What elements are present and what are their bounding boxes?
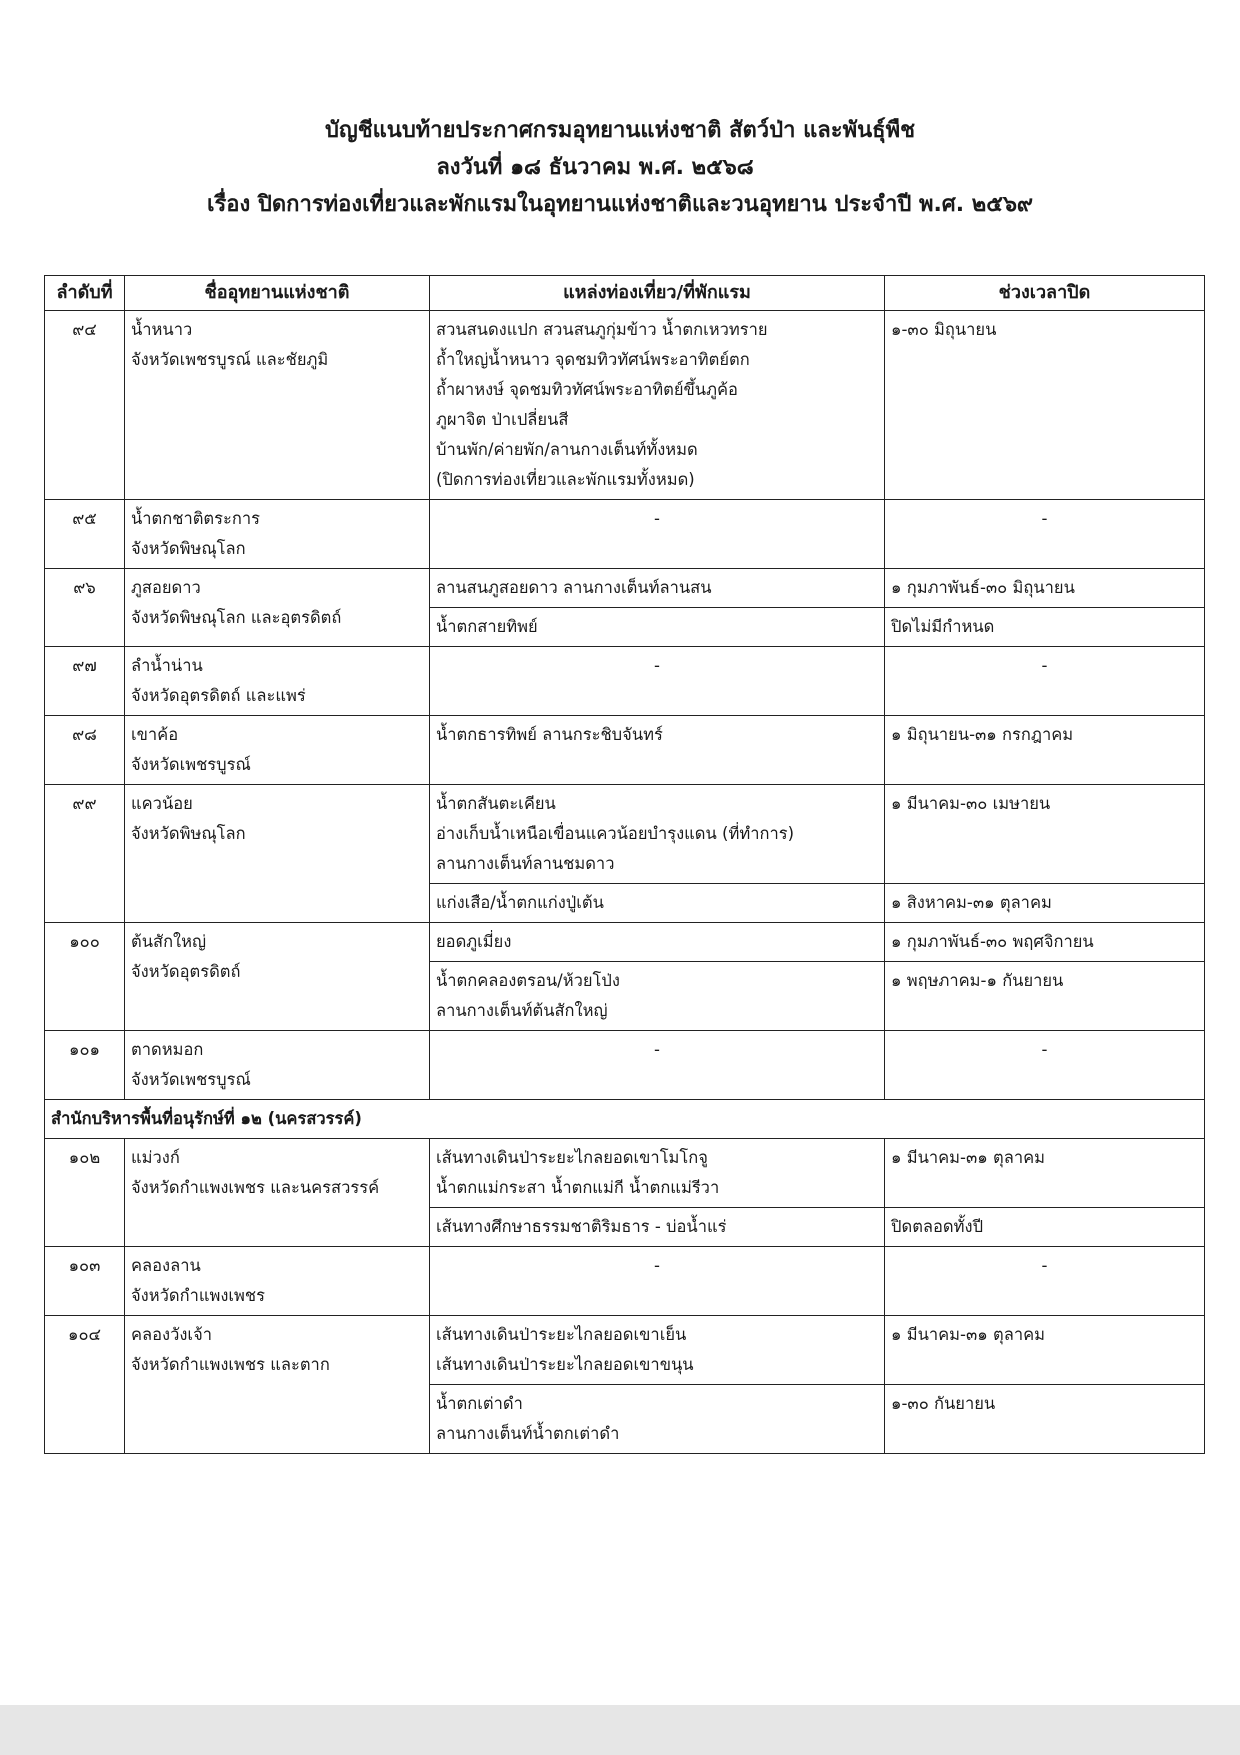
site-line: น้ำตกคลองตรอน/ห้วยโป่ง: [436, 971, 620, 990]
site-line: ลานกางเต็นท์ลานชมดาว: [436, 854, 615, 873]
row-number: ๑๐๓: [45, 1247, 125, 1316]
period-cell: -: [885, 647, 1205, 716]
table-row: [45, 1139, 1205, 1208]
period-cell: -: [885, 500, 1205, 569]
park-name: น้ำตกชาติตระการ: [131, 509, 260, 528]
site-cell: ยอดภูเมี่ยง: [430, 923, 885, 962]
scan-bottom-margin: [0, 1705, 1240, 1755]
park-province: จังหวัดพิษณุโลก: [131, 539, 246, 558]
site-cell: [430, 1316, 885, 1385]
closure-table: [44, 275, 1205, 1454]
site-cell: -: [430, 1031, 885, 1100]
park-cell: [125, 1316, 430, 1454]
site-line: (ปิดการท่องเที่ยวและพักแรมทั้งหมด): [436, 470, 695, 489]
period-cell: ๑ พฤษภาคม-๑ กันยายน: [885, 962, 1205, 1031]
period-cell: ๑-๓๐ มิถุนายน: [885, 311, 1205, 500]
column-header-park: ชื่ออุทยานแห่งชาติ: [125, 276, 430, 311]
period-cell: ปิดไม่มีกำหนด: [885, 608, 1205, 647]
site-line: เส้นทางเดินป่าระยะไกลยอดเขาโมโกจู: [436, 1148, 708, 1167]
site-line: น้ำตกสันตะเคียน: [436, 794, 556, 813]
site-cell: -: [430, 1247, 885, 1316]
site-line: อ่างเก็บน้ำเหนือเขื่อนแควน้อยบำรุงแดน (ที่ทำการ): [436, 824, 795, 843]
row-number: ๙๘: [45, 716, 125, 785]
column-header-period: ช่วงเวลาปิด: [885, 276, 1205, 311]
column-header-no: ลำดับที่: [45, 276, 125, 311]
park-name: ลำน้ำน่าน: [131, 656, 203, 675]
park-province: จังหวัดอุตรดิตถ์ และแพร่: [131, 686, 306, 705]
park-cell: [125, 1031, 430, 1100]
park-cell: [125, 716, 430, 785]
period-cell: ๑ มีนาคม-๓๐ เมษายน: [885, 785, 1205, 884]
row-number: ๑๐๑: [45, 1031, 125, 1100]
table-row: [45, 647, 1205, 716]
section-header-row: [45, 1100, 1205, 1139]
park-province: จังหวัดอุตรดิตถ์: [131, 962, 241, 981]
park-province: จังหวัดเพชรบูรณ์ และชัยภูมิ: [131, 350, 329, 369]
park-name: น้ำหนาว: [131, 320, 193, 339]
heading-line-1: บัญชีแนบท้ายประกาศกรมอุทยานแห่งชาติ สัตว์ป่า และพันธุ์พืช: [324, 118, 916, 143]
site-cell: -: [430, 500, 885, 569]
period-cell: ๑ มีนาคม-๓๑ ตุลาคม: [885, 1139, 1205, 1208]
table-header-row: [45, 276, 1205, 311]
row-number: ๙๕: [45, 500, 125, 569]
column-header-site: แหล่งท่องเที่ยว/ที่พักแรม: [430, 276, 885, 311]
site-cell: -: [430, 647, 885, 716]
park-name: คลองลาน: [131, 1256, 201, 1275]
document-heading: [0, 112, 1240, 223]
park-name: เขาค้อ: [131, 725, 179, 744]
site-line: ภูผาจิต ป่าเปลี่ยนสี: [436, 410, 569, 429]
table-row: [45, 1247, 1205, 1316]
park-province: จังหวัดกำแพงเพชร: [131, 1286, 265, 1305]
park-cell: [125, 569, 430, 647]
table-row: [45, 1031, 1205, 1100]
park-cell: [125, 647, 430, 716]
park-cell: [125, 785, 430, 923]
park-province: จังหวัดกำแพงเพชร และนครสวรรค์: [131, 1178, 380, 1197]
park-province: จังหวัดเพชรบูรณ์: [131, 755, 251, 774]
period-cell: ๑ มิถุนายน-๓๑ กรกฎาคม: [885, 716, 1205, 785]
row-number: ๑๐๔: [45, 1316, 125, 1454]
park-province: จังหวัดพิษณุโลก และอุตรดิตถ์: [131, 608, 342, 627]
site-line: ลานกางเต็นท์ต้นสักใหญ่: [436, 1001, 608, 1020]
site-line: ถ้ำใหญ่น้ำหนาว จุดชมทิวทัศน์พระอาทิตย์ตก: [436, 350, 750, 369]
period-cell: ๑-๓๐ กันยายน: [885, 1385, 1205, 1454]
site-line: บ้านพัก/ค่ายพัก/ลานกางเต็นท์ทั้งหมด: [436, 440, 698, 459]
park-name: แม่วงก์: [131, 1148, 180, 1167]
table-row: [45, 716, 1205, 785]
period-cell: ๑ กุมภาพันธ์-๓๐ พฤศจิกายน: [885, 923, 1205, 962]
site-cell: [430, 962, 885, 1031]
row-number: ๑๐๒: [45, 1139, 125, 1247]
site-cell: [430, 1385, 885, 1454]
period-cell: ๑ สิงหาคม-๓๑ ตุลาคม: [885, 884, 1205, 923]
table-row: [45, 500, 1205, 569]
period-cell: -: [885, 1031, 1205, 1100]
park-cell: [125, 500, 430, 569]
site-line: ลานกางเต็นท์น้ำตกเต่าดำ: [436, 1424, 620, 1443]
row-number: ๙๖: [45, 569, 125, 647]
park-name: ตาดหมอก: [131, 1040, 204, 1059]
period-cell: ๑ มีนาคม-๓๑ ตุลาคม: [885, 1316, 1205, 1385]
park-province: จังหวัดพิษณุโลก: [131, 824, 246, 843]
site-line: สวนสนดงแปก สวนสนภูกุ่มข้าว น้ำตกเหวทราย: [436, 320, 768, 339]
site-cell: แก่งเสือ/น้ำตกแก่งปู่เต้น: [430, 884, 885, 923]
row-number: ๙๙: [45, 785, 125, 923]
period-cell: ๑ กุมภาพันธ์-๓๐ มิถุนายน: [885, 569, 1205, 608]
heading-line-3-subject: เรื่อง ปิดการท่องเที่ยวและพักแรมในอุทยานแห่งชาติและวนอุทยาน ประจำปี พ.ศ. ๒๕๖๙: [206, 192, 1034, 217]
table-row: [45, 311, 1205, 500]
site-cell: เส้นทางศึกษาธรรมชาติริมธาร - บ่อน้ำแร่: [430, 1208, 885, 1247]
park-name: คลองวังเจ้า: [131, 1325, 213, 1344]
site-cell: น้ำตกสายทิพย์: [430, 608, 885, 647]
park-cell: [125, 923, 430, 1031]
heading-line-2-date: ลงวันที่ ๑๘ ธันวาคม พ.ศ. ๒๕๖๘: [436, 155, 754, 180]
site-line: น้ำตกแม่กระสา น้ำตกแม่กี น้ำตกแม่รีวา: [436, 1178, 720, 1197]
park-name: ภูสอยดาว: [131, 578, 201, 597]
site-cell: ลานสนภูสอยดาว ลานกางเต็นท์ลานสน: [430, 569, 885, 608]
site-line: เส้นทางเดินป่าระยะไกลยอดเขาเย็น: [436, 1325, 687, 1344]
table-row: [45, 785, 1205, 884]
site-line: น้ำตกเต่าดำ: [436, 1394, 523, 1413]
park-name: แควน้อย: [131, 794, 193, 813]
site-cell: น้ำตกธารทิพย์ ลานกระชิบจันทร์: [430, 716, 885, 785]
table-row: [45, 923, 1205, 962]
park-cell: [125, 311, 430, 500]
period-cell: -: [885, 1247, 1205, 1316]
table-row: [45, 1316, 1205, 1385]
park-cell: [125, 1247, 430, 1316]
table-row: [45, 569, 1205, 608]
row-number: ๑๐๐: [45, 923, 125, 1031]
row-number: ๙๗: [45, 647, 125, 716]
park-name: ต้นสักใหญ่: [131, 932, 207, 951]
park-province: จังหวัดเพชรบูรณ์: [131, 1070, 251, 1089]
park-province: จังหวัดกำแพงเพชร และตาก: [131, 1355, 330, 1374]
row-number: ๙๔: [45, 311, 125, 500]
site-cell: [430, 1139, 885, 1208]
section-title: สำนักบริหารพื้นที่อนุรักษ์ที่ ๑๒ (นครสวรรค์): [45, 1100, 1205, 1139]
site-cell: [430, 311, 885, 500]
site-line: ถ้ำผาหงษ์ จุดชมทิวทัศน์พระอาทิตย์ขึ้นภูค้อ: [436, 380, 738, 399]
site-line: เส้นทางเดินป่าระยะไกลยอดเขาขนุน: [436, 1355, 694, 1374]
site-cell: [430, 785, 885, 884]
park-cell: [125, 1139, 430, 1247]
period-cell: ปิดตลอดทั้งปี: [885, 1208, 1205, 1247]
